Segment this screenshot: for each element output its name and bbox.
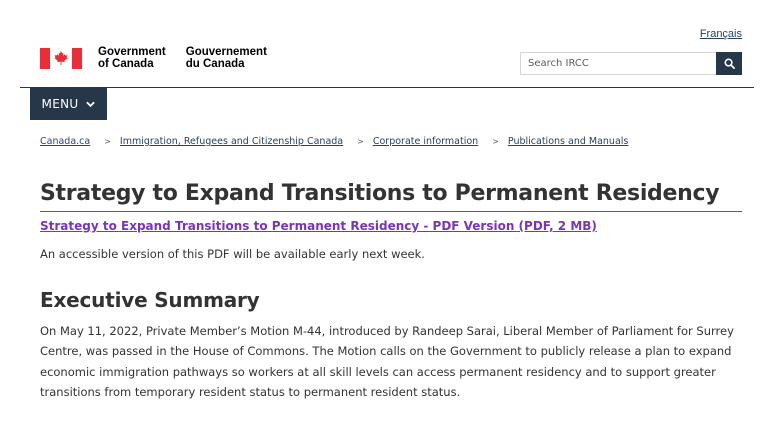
search-input[interactable]: [520, 52, 716, 75]
header-divider: [20, 87, 754, 88]
pdf-download-link[interactable]: Strategy to Expand Transitions to Permanent Residency - PDF Version (PDF, 2 MB): [40, 219, 597, 233]
accessibility-note: An accessible version of this PDF will be available early next week.: [40, 247, 425, 261]
signature-en-line1: Government: [98, 46, 166, 58]
breadcrumb-canada-ca[interactable]: Canada.ca: [40, 136, 91, 147]
breadcrumb-publications-and-manuals[interactable]: Publications and Manuals: [507, 136, 629, 147]
search-button[interactable]: [716, 52, 742, 75]
canada-flag-icon: [40, 48, 82, 69]
breadcrumb-separator: >: [104, 137, 111, 146]
breadcrumb-separator: >: [492, 137, 499, 146]
government-signature: [98, 46, 287, 70]
breadcrumb-separator: >: [357, 137, 364, 146]
menu-label: MENU: [41, 97, 79, 111]
chevron-down-icon: [86, 101, 95, 108]
page-title: Strategy to Expand Transitions to Permanent Residency: [40, 181, 720, 206]
menu-button[interactable]: [30, 88, 107, 120]
signature-fr-line2: du Canada: [185, 58, 245, 70]
signature-fr-line1: Gouvernement: [185, 46, 267, 58]
search-icon: [724, 58, 735, 69]
search-form: [520, 52, 742, 75]
language-toggle-link[interactable]: Français: [699, 28, 742, 40]
breadcrumb: [40, 136, 628, 147]
breadcrumb-corporate-information[interactable]: Corporate information: [372, 136, 479, 147]
maple-leaf-icon: [53, 50, 69, 66]
title-underline: [40, 211, 742, 212]
signature-en-line2: of Canada: [98, 58, 154, 70]
executive-summary-paragraph: On May 11, 2022, Private Member’s Motion M-44, introduced by Randeep Sarai, Liberal Member of Parliament for Surrey Centre, was passed in the House of Commons. The Motion calls on the Government to publicly release a plan to expand economic immigration pathways so workers at all skill levels can access permanent residency and to support greater transitions from temporary resident status to permanent resident status.: [40, 324, 734, 399]
breadcrumb-ircc[interactable]: Immigration, Refugees and Citizenship Canada: [119, 136, 344, 147]
section-title-executive-summary: Executive Summary: [40, 288, 260, 312]
government-of-canada-logo[interactable]: [40, 46, 287, 70]
